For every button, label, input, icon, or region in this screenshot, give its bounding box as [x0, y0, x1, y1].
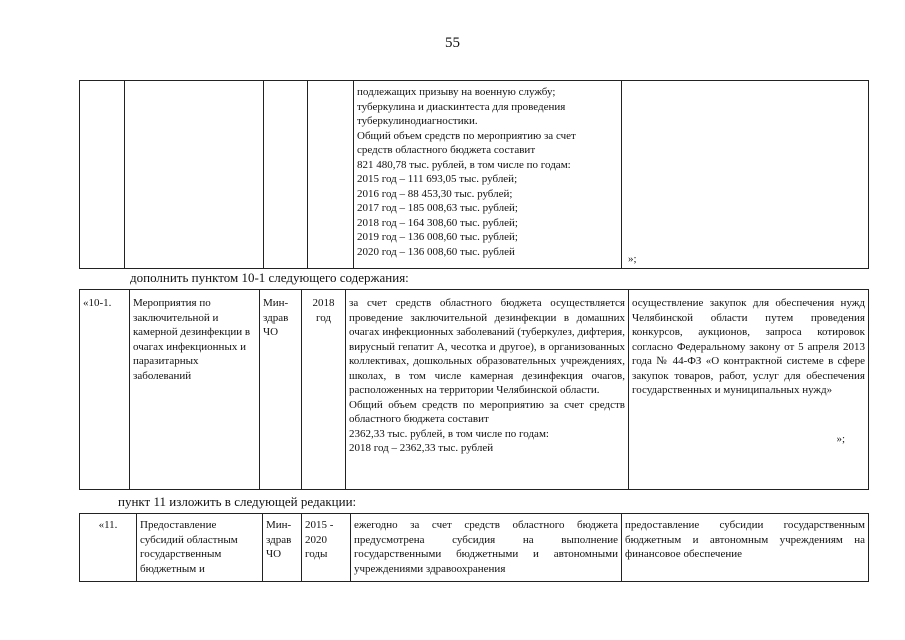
cell-description — [354, 81, 622, 269]
text-line: 2020 год – 136 008,60 тыс. рублей — [357, 245, 515, 258]
result-text: осуществление закупок для обеспечения нужд Челябинской области путем проведения конкурсов, аукционов, запроса котировок согласно Федеральному закону от 5 апреля 2013 года № 44-ФЗ «О контрактной системе в сфере закупок товаров, работ, услуг для обеспечения государственных и муниципальных нужд» — [632, 297, 865, 396]
table-row-11 — [79, 513, 869, 582]
table-row-10-1 — [79, 289, 869, 490]
text-line: 2016 год – 88 453,30 тыс. рублей; — [357, 187, 513, 200]
page-number: 55 — [445, 35, 460, 51]
row-description: ежегодно за счет средств областного бюджета предусмотрена субсидия на выполнение государственными бюджетными и автономными учреждениями здравоохранения — [351, 514, 622, 582]
funding-line: 2362,33 тыс. рублей, в том числе по годам: — [349, 427, 549, 440]
text-line: 2018 год – 164 308,60 тыс. рублей; — [357, 216, 518, 229]
text-line: туберкулинодиагностики. — [357, 115, 478, 127]
text-line: Общий объем средств по мероприятию за счет — [357, 129, 576, 142]
description-text: за счет средств областного бюджета осуществляется проведение заключительной дезинфекции в домашних очагах инфекционных заболеваний (туберкулез, дифтерия, вирусный гепатит А, чесотка и другое), в организованных коллективах, дошкольных образовательных учреждениях, школах, в том числе камерная дезинфекция очагов, расположенных на территории Челябинской области. — [349, 297, 625, 396]
cell-result — [622, 81, 869, 269]
row-number: «11. — [80, 514, 137, 582]
paragraph-add-10-1: дополнить пунктом 10-1 следующего содержания: — [130, 270, 409, 285]
closing-quote: »; — [836, 432, 845, 445]
text-line: подлежащих призыву на военную службу; — [357, 86, 556, 98]
funding-line: Общий объем средств по мероприятию за счет средств областного бюджета составит — [349, 398, 625, 425]
closing-quote: »; — [628, 252, 637, 265]
row-description — [346, 290, 629, 490]
row-years: 2018 год — [302, 290, 346, 490]
row-name: Предоставление субсидий областным государственным бюджетным и — [137, 514, 263, 582]
row-number: «10-1. — [80, 290, 130, 490]
row-result: предоставление субсидии государственным бюджетным и автономным учреждениям на финансовое обеспечение — [622, 514, 869, 582]
row-executor: Мин-здрав ЧО — [260, 290, 302, 490]
funding-line: 2018 год – 2362,33 тыс. рублей — [349, 442, 494, 454]
text-line: средств областного бюджета составит — [357, 144, 536, 156]
row-result — [629, 290, 869, 490]
cell-years-empty — [308, 81, 354, 269]
row-executor: Мин-здрав ЧО — [263, 514, 302, 582]
row-name: Мероприятия по заключительной и камерной дезинфекции в очагах инфекционных и паразитарных заболеваний — [130, 290, 260, 490]
text-line: 2019 год – 136 008,60 тыс. рублей; — [357, 231, 518, 243]
cell-executor-empty — [264, 81, 308, 269]
text-line: 2017 год – 185 008,63 тыс. рублей; — [357, 202, 518, 214]
cell-num-empty — [80, 81, 125, 269]
cell-name-empty — [125, 81, 264, 269]
text-line: 2015 год – 111 693,05 тыс. рублей; — [357, 173, 518, 185]
text-line: 821 480,78 тыс. рублей, в том числе по годам: — [357, 158, 571, 171]
table-continuation — [79, 80, 869, 269]
text-line: туберкулина и диаскинтеста для проведения — [357, 100, 566, 113]
paragraph-item-11: пункт 11 изложить в следующей редакции: — [118, 494, 357, 509]
row-years: 2015 - 2020 годы — [302, 514, 351, 582]
